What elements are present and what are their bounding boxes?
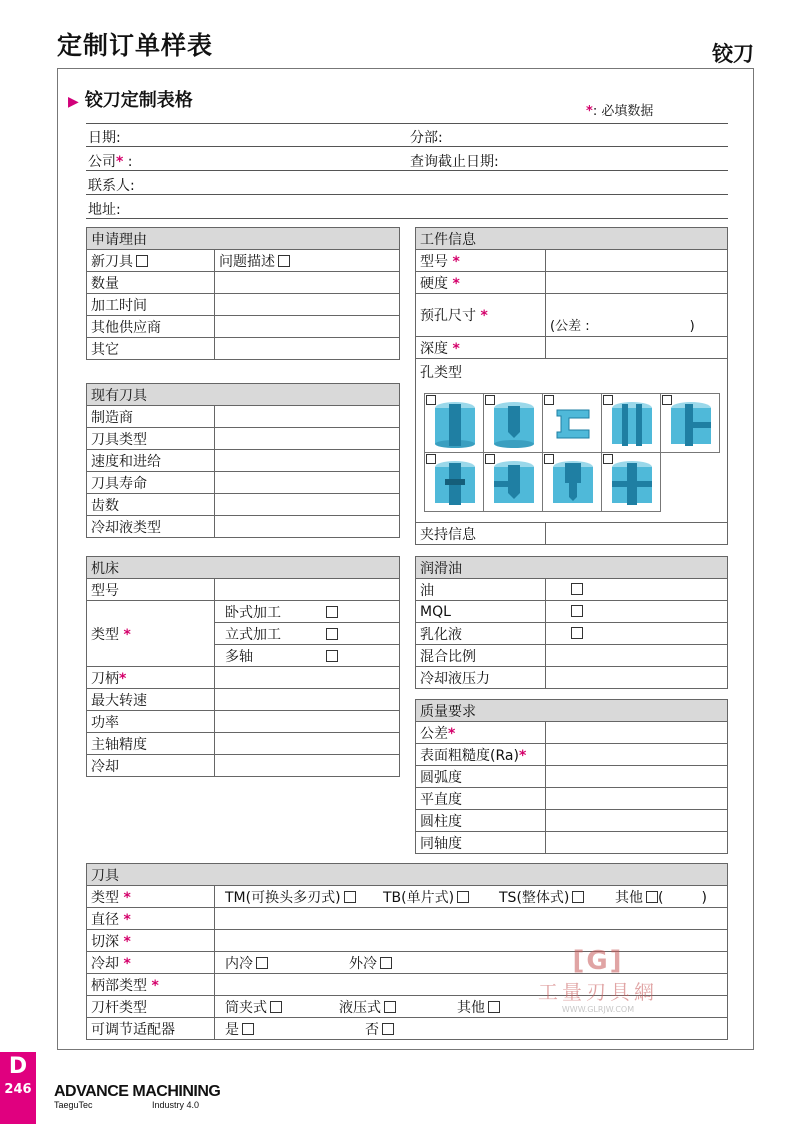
input-cell[interactable] bbox=[546, 645, 728, 667]
tab-letter: D bbox=[8, 1054, 28, 1079]
contact-label: 联系人: bbox=[88, 178, 135, 194]
problem-cell bbox=[215, 250, 400, 272]
input-cell[interactable] bbox=[546, 744, 728, 766]
colon: : bbox=[123, 154, 133, 170]
hole-option[interactable] bbox=[542, 393, 602, 453]
input-cell[interactable] bbox=[546, 272, 728, 294]
brand-sub: TaeguTec bbox=[54, 1100, 93, 1110]
input-cell[interactable] bbox=[215, 338, 400, 360]
input-cell[interactable] bbox=[546, 722, 728, 744]
opt-label: 外冷 bbox=[349, 955, 377, 972]
company-label bbox=[88, 151, 133, 171]
page-title: 定制订单样表 bbox=[57, 31, 214, 60]
option-cell bbox=[215, 645, 400, 667]
depth-text: 深度 bbox=[420, 340, 448, 357]
opt-label: TS(整体式) bbox=[499, 889, 570, 906]
tool-type-text: 类型 bbox=[91, 889, 119, 906]
holder-text: 刀柄 bbox=[91, 670, 119, 687]
checkbox[interactable] bbox=[270, 1001, 282, 1013]
paren: ) bbox=[689, 319, 695, 334]
page-tab bbox=[0, 1052, 36, 1124]
coolant-text: 冷却 bbox=[91, 955, 119, 972]
checkbox[interactable] bbox=[571, 583, 583, 595]
opt-label: 内冷 bbox=[225, 955, 253, 972]
row-label: 功率 bbox=[87, 711, 215, 733]
checkbox[interactable] bbox=[646, 891, 658, 903]
checkbox[interactable] bbox=[380, 957, 392, 969]
checkbox[interactable] bbox=[571, 627, 583, 639]
row-label: 制造商 bbox=[87, 406, 215, 428]
interrupted-hole-icon bbox=[551, 400, 595, 448]
hole-option[interactable] bbox=[483, 393, 543, 453]
cross-through-hole-icon bbox=[610, 459, 654, 507]
adapter-cell bbox=[215, 1018, 728, 1040]
triangle-icon: ▶ bbox=[68, 94, 79, 110]
cross-hole-icon bbox=[610, 400, 654, 448]
input-cell[interactable] bbox=[215, 689, 400, 711]
input-cell[interactable] bbox=[546, 250, 728, 272]
option-label: 卧式加工 bbox=[225, 604, 281, 621]
hole-option[interactable] bbox=[483, 452, 543, 512]
star-icon: * bbox=[116, 154, 124, 170]
reason-header: 申请理由 bbox=[87, 228, 400, 250]
prehole-text: 预孔尺寸 bbox=[420, 308, 476, 324]
input-cell[interactable] bbox=[215, 450, 400, 472]
watermark-url: WWW.GLRJW.COM bbox=[561, 1005, 635, 1014]
opt bbox=[499, 887, 615, 907]
option-label: 立式加工 bbox=[225, 626, 281, 643]
cut-depth-text: 切深 bbox=[91, 933, 119, 950]
blind-cross-hole-icon bbox=[492, 459, 536, 507]
shank-text: 柄部类型 bbox=[91, 977, 147, 994]
checkbox[interactable] bbox=[382, 1023, 394, 1035]
input-cell[interactable] bbox=[215, 579, 400, 601]
row-label: 混合比例 bbox=[416, 645, 546, 667]
row-label: MQL bbox=[416, 601, 546, 623]
row-label: 速度和进给 bbox=[87, 450, 215, 472]
hole-option[interactable] bbox=[542, 452, 602, 512]
tool-type-cell bbox=[215, 886, 728, 908]
input-cell[interactable] bbox=[546, 788, 728, 810]
opt bbox=[457, 1000, 500, 1016]
input-cell[interactable] bbox=[215, 494, 400, 516]
t-hole-icon bbox=[669, 400, 713, 448]
star-icon: * bbox=[452, 253, 460, 270]
input-cell[interactable] bbox=[215, 667, 400, 689]
required-note bbox=[586, 100, 653, 119]
watermark bbox=[538, 946, 658, 1014]
brand-sub: Industry 4.0 bbox=[152, 1100, 200, 1110]
row-label: 冷却 bbox=[87, 755, 215, 777]
watermark-text: 工量刃具網 bbox=[538, 980, 658, 1004]
paren: ( bbox=[658, 889, 664, 906]
row-label: 冷却液压力 bbox=[416, 667, 546, 689]
form-heading-text: 铰刀定制表格 bbox=[84, 90, 193, 111]
star-icon: * bbox=[123, 955, 131, 972]
machine-header: 机床 bbox=[87, 557, 400, 579]
row-label: 可调节适配器 bbox=[87, 1018, 215, 1040]
option-label: 多轴 bbox=[225, 648, 253, 665]
input-cell[interactable] bbox=[215, 908, 728, 930]
row-label bbox=[416, 294, 546, 337]
star-icon: * bbox=[123, 889, 131, 906]
stepped-hole-icon bbox=[551, 459, 595, 507]
checkbox[interactable] bbox=[384, 1001, 396, 1013]
star-icon: * bbox=[452, 340, 460, 357]
row-label bbox=[87, 908, 215, 930]
row-label bbox=[416, 744, 546, 766]
star-icon: * bbox=[452, 275, 460, 292]
row-label: 刀具类型 bbox=[87, 428, 215, 450]
option-cell bbox=[215, 623, 400, 645]
tol-text: 公差 bbox=[420, 725, 448, 742]
tolerance-label: (公差 : bbox=[550, 319, 590, 334]
row-label: 圆弧度 bbox=[416, 766, 546, 788]
row-label bbox=[416, 722, 546, 744]
input-cell[interactable] bbox=[546, 810, 728, 832]
row-label bbox=[87, 974, 215, 996]
row-label bbox=[416, 337, 546, 359]
existing-tool-table bbox=[86, 383, 400, 538]
checkbox-cell bbox=[546, 601, 728, 623]
input-cell[interactable] bbox=[215, 272, 400, 294]
date-label: 日期: bbox=[88, 130, 121, 146]
opt bbox=[365, 1022, 394, 1038]
quality-header: 质量要求 bbox=[416, 700, 728, 722]
checkbox[interactable] bbox=[136, 255, 148, 267]
star-icon: * bbox=[151, 977, 159, 994]
input-cell[interactable] bbox=[546, 523, 728, 545]
rough-text: 表面粗糙度(Ra) bbox=[420, 747, 519, 764]
new-tool-label: 新刀具 bbox=[91, 253, 133, 270]
checkbox[interactable] bbox=[326, 628, 338, 640]
input-cell[interactable] bbox=[215, 755, 400, 777]
input-cell[interactable] bbox=[215, 711, 400, 733]
hole-option[interactable] bbox=[424, 452, 484, 512]
row-label: 圆柱度 bbox=[416, 810, 546, 832]
row-label bbox=[416, 250, 546, 272]
deadline-label: 查询截止日期: bbox=[410, 154, 499, 170]
address-label: 地址: bbox=[88, 202, 121, 218]
checkbox[interactable] bbox=[242, 1023, 254, 1035]
star-icon: * bbox=[586, 104, 593, 119]
opt-label: TM(可换头多刃式) bbox=[225, 889, 341, 906]
row-label: 油 bbox=[416, 579, 546, 601]
opt bbox=[383, 887, 499, 907]
brand-logo: ADVANCE MACHINING bbox=[54, 1083, 221, 1100]
row-label: 最大转速 bbox=[87, 689, 215, 711]
lubricant-table bbox=[415, 556, 728, 689]
machine-type-text: 类型 bbox=[91, 626, 119, 643]
star-icon: * bbox=[123, 933, 131, 950]
input-cell[interactable] bbox=[215, 294, 400, 316]
opt bbox=[225, 997, 339, 1017]
row-label: 加工时间 bbox=[87, 294, 215, 316]
hole-option[interactable] bbox=[601, 452, 661, 512]
hole-option[interactable] bbox=[660, 393, 720, 453]
diameter-text: 直径 bbox=[91, 911, 119, 928]
opt-label: 其他 bbox=[615, 889, 643, 906]
opt-label: 否 bbox=[365, 1021, 379, 1038]
new-tool-cell bbox=[87, 250, 215, 272]
hole-type-label: 孔类型 bbox=[420, 365, 462, 381]
checkbox[interactable] bbox=[326, 650, 338, 662]
row-label: 同轴度 bbox=[416, 832, 546, 854]
input-cell[interactable] bbox=[546, 766, 728, 788]
groove-hole-icon bbox=[433, 459, 477, 507]
checkbox[interactable] bbox=[572, 891, 584, 903]
input-cell[interactable] bbox=[546, 667, 728, 689]
checkbox[interactable] bbox=[256, 957, 268, 969]
tolerance-cell[interactable] bbox=[546, 294, 728, 337]
row-label: 其他供应商 bbox=[87, 316, 215, 338]
star-icon: * bbox=[119, 670, 127, 687]
input-cell[interactable] bbox=[215, 516, 400, 538]
through-hole-icon bbox=[433, 400, 477, 448]
row-label bbox=[87, 667, 215, 689]
input-cell[interactable] bbox=[546, 832, 728, 854]
checkbox[interactable] bbox=[278, 255, 290, 267]
quality-table bbox=[415, 699, 728, 854]
opt-label: 是 bbox=[225, 1021, 239, 1038]
input-cell[interactable] bbox=[215, 472, 400, 494]
star-icon: * bbox=[123, 911, 131, 928]
star-icon: * bbox=[123, 626, 131, 643]
option-cell bbox=[215, 601, 400, 623]
machine-type-label bbox=[87, 601, 215, 667]
checkbox-cell bbox=[546, 579, 728, 601]
row-label: 冷却液类型 bbox=[87, 516, 215, 538]
star-icon: * bbox=[480, 308, 488, 324]
existing-header: 现有刀具 bbox=[87, 384, 400, 406]
input-cell[interactable] bbox=[215, 406, 400, 428]
page-number: 246 bbox=[4, 1082, 32, 1097]
row-label bbox=[87, 952, 215, 974]
opt bbox=[349, 956, 392, 972]
checkbox[interactable] bbox=[488, 1001, 500, 1013]
row-label bbox=[87, 886, 215, 908]
checkbox-cell bbox=[546, 623, 728, 645]
row-label: 主轴精度 bbox=[87, 733, 215, 755]
checkbox[interactable] bbox=[344, 891, 356, 903]
paren: ) bbox=[701, 889, 707, 906]
row-label: 平直度 bbox=[416, 788, 546, 810]
opt-label: TB(单片式) bbox=[383, 889, 455, 906]
input-cell[interactable] bbox=[215, 733, 400, 755]
opt-label: 其他 bbox=[457, 999, 485, 1016]
machine-table bbox=[86, 556, 400, 777]
star-icon: * bbox=[518, 747, 527, 764]
watermark-logo: [G] bbox=[572, 946, 624, 976]
row-label: 刀具寿命 bbox=[87, 472, 215, 494]
problem-label: 问题描述 bbox=[219, 253, 275, 270]
checkbox[interactable] bbox=[457, 891, 469, 903]
opt bbox=[339, 997, 457, 1017]
input-cell[interactable] bbox=[546, 337, 728, 359]
input-cell[interactable] bbox=[215, 316, 400, 338]
star-icon: * bbox=[448, 725, 456, 742]
opt bbox=[615, 890, 707, 906]
row-label: 齿数 bbox=[87, 494, 215, 516]
opt bbox=[225, 887, 383, 907]
tool-header: 刀具 bbox=[87, 864, 728, 886]
hole-option[interactable] bbox=[424, 393, 484, 453]
row-label bbox=[87, 930, 215, 952]
lube-header: 润滑油 bbox=[416, 557, 728, 579]
required-note-text: : 必填数据 bbox=[592, 104, 654, 119]
division-label: 分部: bbox=[410, 130, 443, 146]
opt bbox=[225, 953, 349, 973]
row-label bbox=[416, 272, 546, 294]
row-label: 夹持信息 bbox=[416, 523, 546, 545]
row-label: 刀杆类型 bbox=[87, 996, 215, 1018]
hardness-text: 硬度 bbox=[420, 275, 448, 292]
blind-hole-icon bbox=[492, 400, 536, 448]
reason-table bbox=[86, 227, 400, 360]
checkbox[interactable] bbox=[571, 605, 583, 617]
checkbox[interactable] bbox=[326, 606, 338, 618]
hole-option[interactable] bbox=[601, 393, 661, 453]
row-label: 乳化液 bbox=[416, 623, 546, 645]
opt bbox=[225, 1019, 365, 1039]
work-header: 工件信息 bbox=[416, 228, 728, 250]
opt-label: 筒夹式 bbox=[225, 999, 267, 1016]
row-label: 数量 bbox=[87, 272, 215, 294]
work-model-text: 型号 bbox=[420, 253, 448, 270]
row-label: 其它 bbox=[87, 338, 215, 360]
input-cell[interactable] bbox=[215, 428, 400, 450]
opt-label: 液压式 bbox=[339, 999, 381, 1016]
category-label: 铰刀 bbox=[712, 42, 754, 66]
form-heading bbox=[68, 86, 193, 112]
company-text: 公司 bbox=[88, 154, 116, 170]
row-label: 型号 bbox=[87, 579, 215, 601]
